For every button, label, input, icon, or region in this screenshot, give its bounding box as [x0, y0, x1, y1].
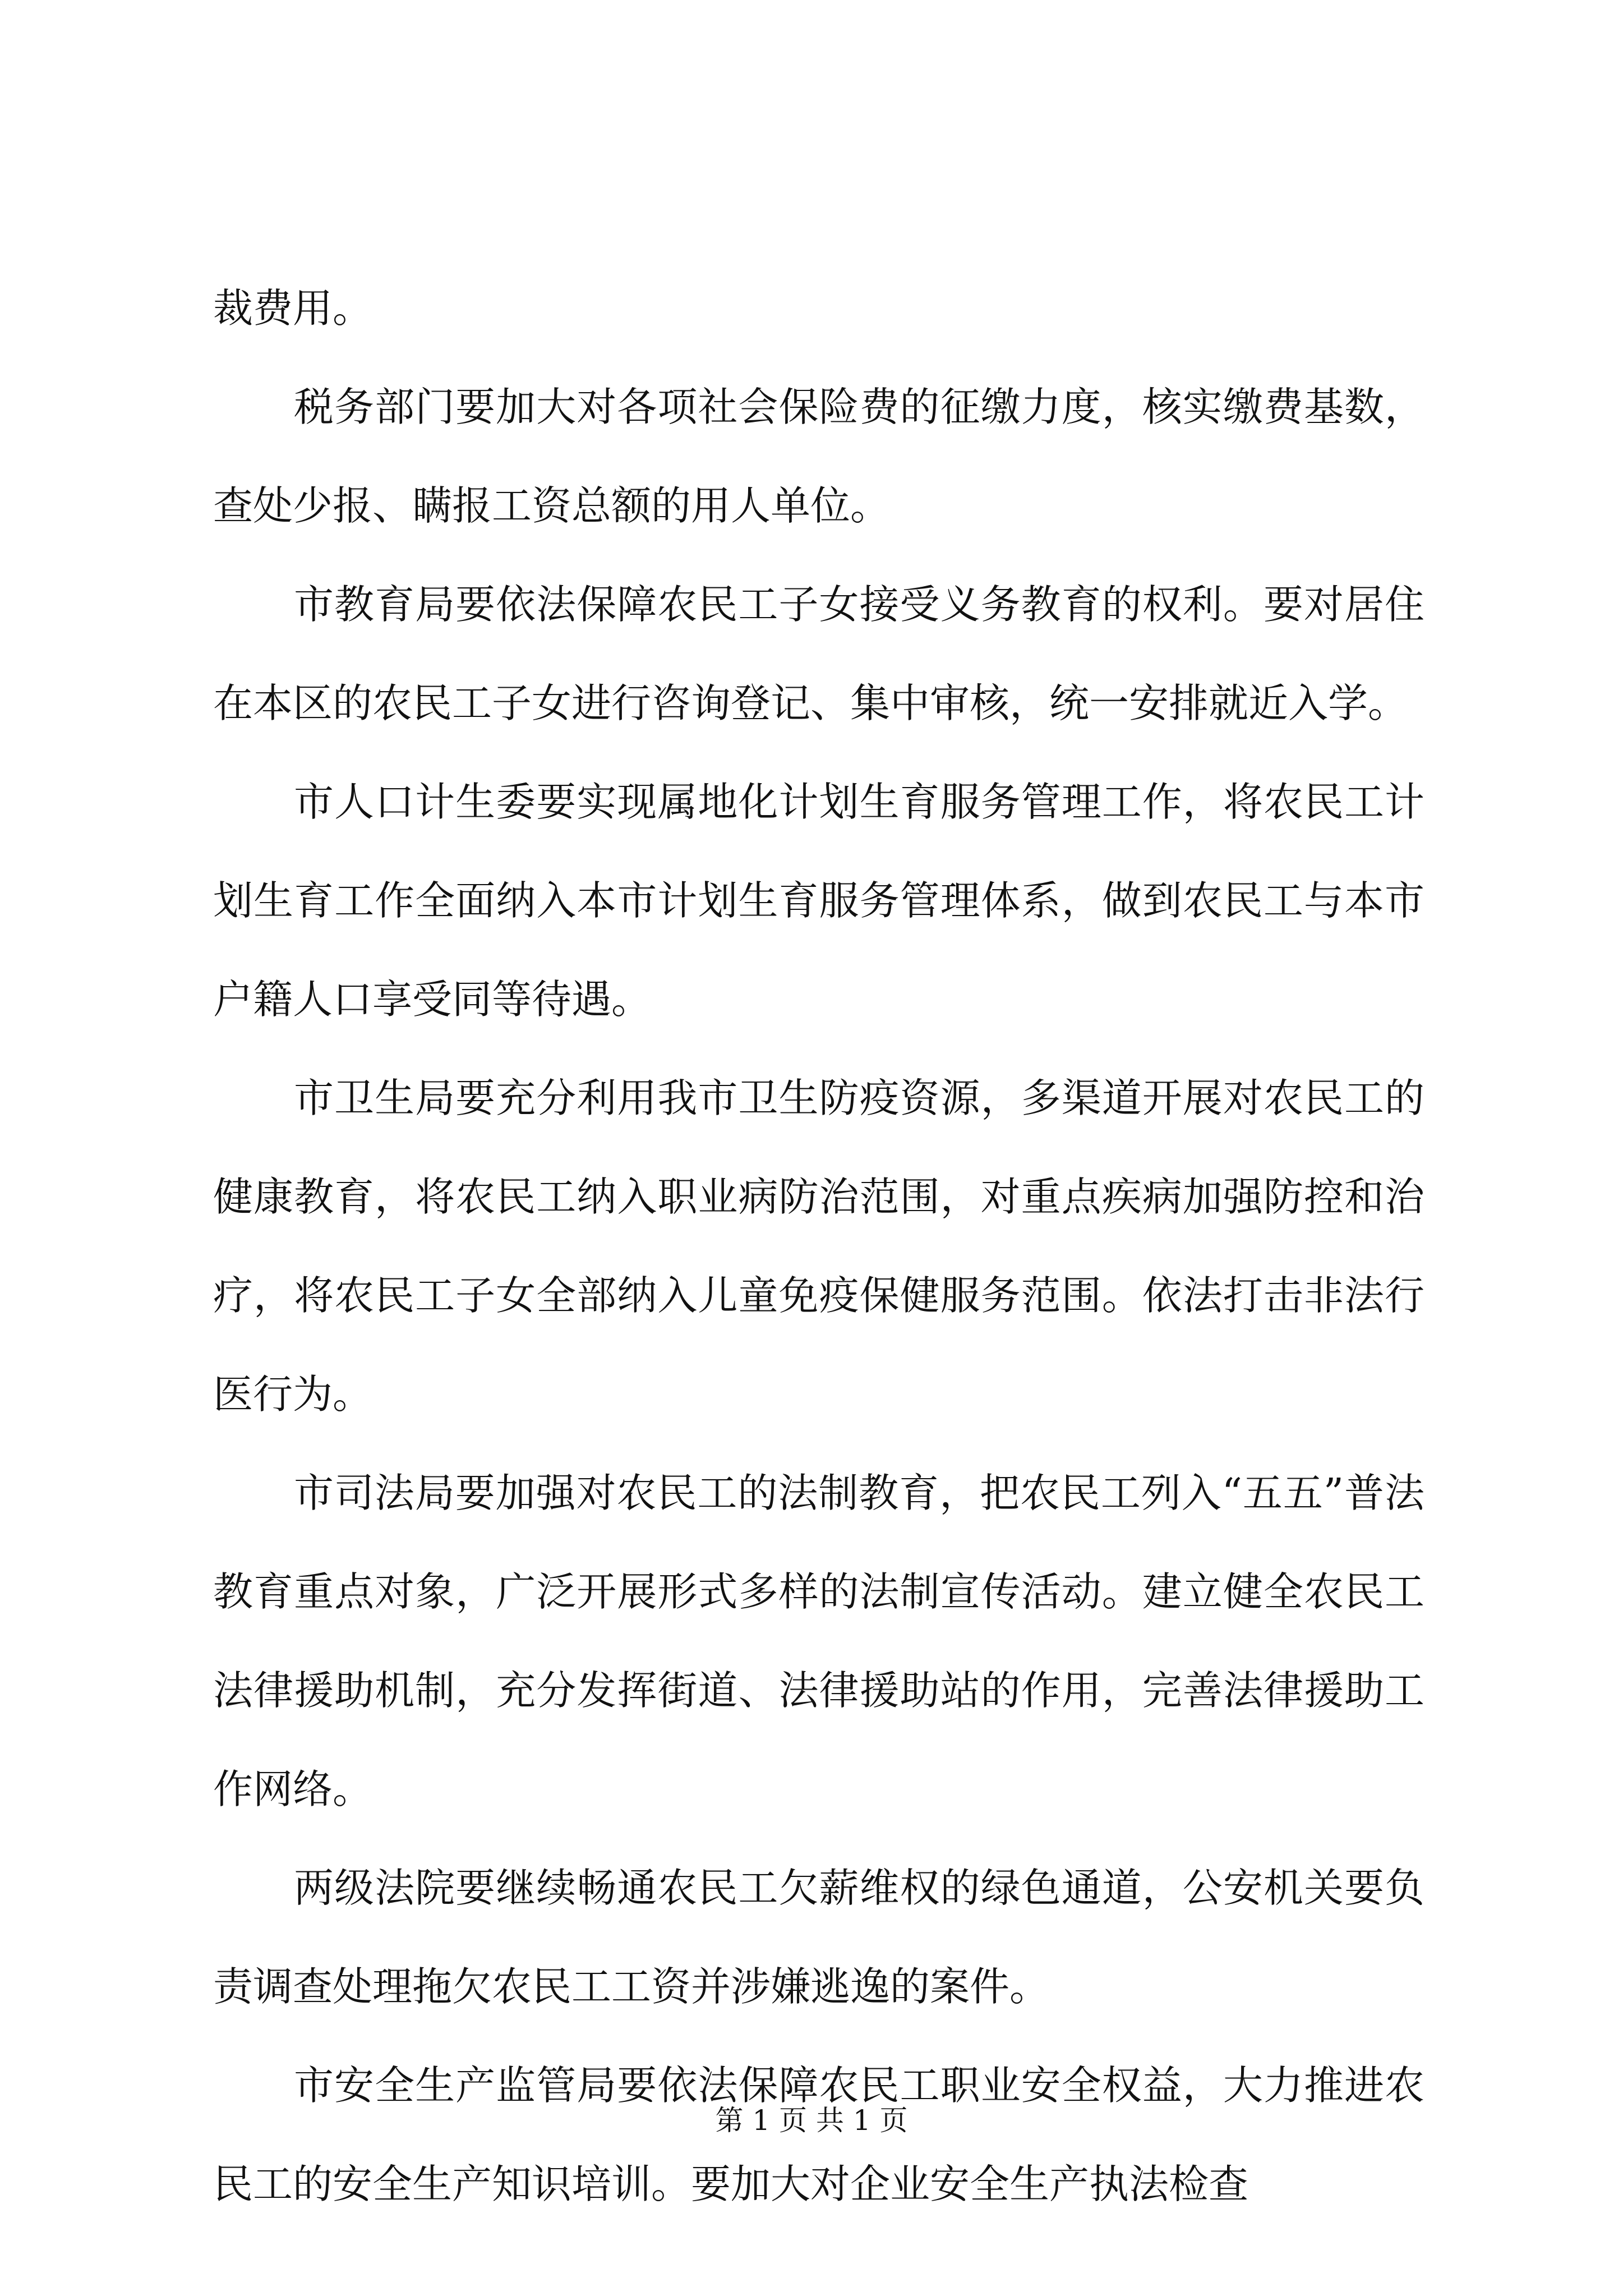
- paragraph-7: 两级法院要继续畅通农民工欠薪维权的绿色通道，公安机关要负责调查处理拖欠农民工工资并涉嫌逃逸的案件。: [213, 1865, 1424, 2010]
- paragraph-1: 裁费用。: [213, 285, 373, 332]
- document-body: [213, 259, 1424, 2234]
- paragraph-2: 税务部门要加大对各项社会保险费的征缴力度，核实缴费基数，查处少报、瞒报工资总额的用人单位。: [213, 384, 1424, 529]
- paragraph-5: 市卫生局要充分利用我市卫生防疫资源，多渠道开展对农民工的健康教育，将农民工纳入职业病防治范围，对重点疾病加强防控和治疗，将农民工子女全部纳入儿童免疫保健服务范围。依法打击非法行医行为。: [213, 1075, 1424, 1418]
- paragraph-3: 市教育局要依法保障农民工子女接受义务教育的权利。要对居住在本区的农民工子女进行咨询登记、集中审核，统一安排就近入学。: [213, 581, 1424, 726]
- paragraph-6: 市司法局要加强对农民工的法制教育，把农民工列入“五五”普法教育重点对象，广泛开展形式多样的法制宣传活动。建立健全农民工法律援助机制，充分发挥街道、法律援助站的作用，完善法律援助工作网络。: [213, 1470, 1424, 1812]
- page-number-label: 第 1 页 共 1 页: [715, 2104, 908, 2137]
- paragraph-8: 市安全生产监管局要依法保障农民工职业安全权益，大力推进农民工的安全生产知识培训。要加大对企业安全生产执法检查: [213, 2062, 1424, 2207]
- paragraph-4: 市人口计生委要实现属地化计划生育服务管理工作，将农民工计划生育工作全面纳入本市计划生育服务管理体系，做到农民工与本市户籍人口享受同等待遇。: [213, 779, 1424, 1023]
- page-footer: [0, 2101, 1623, 2140]
